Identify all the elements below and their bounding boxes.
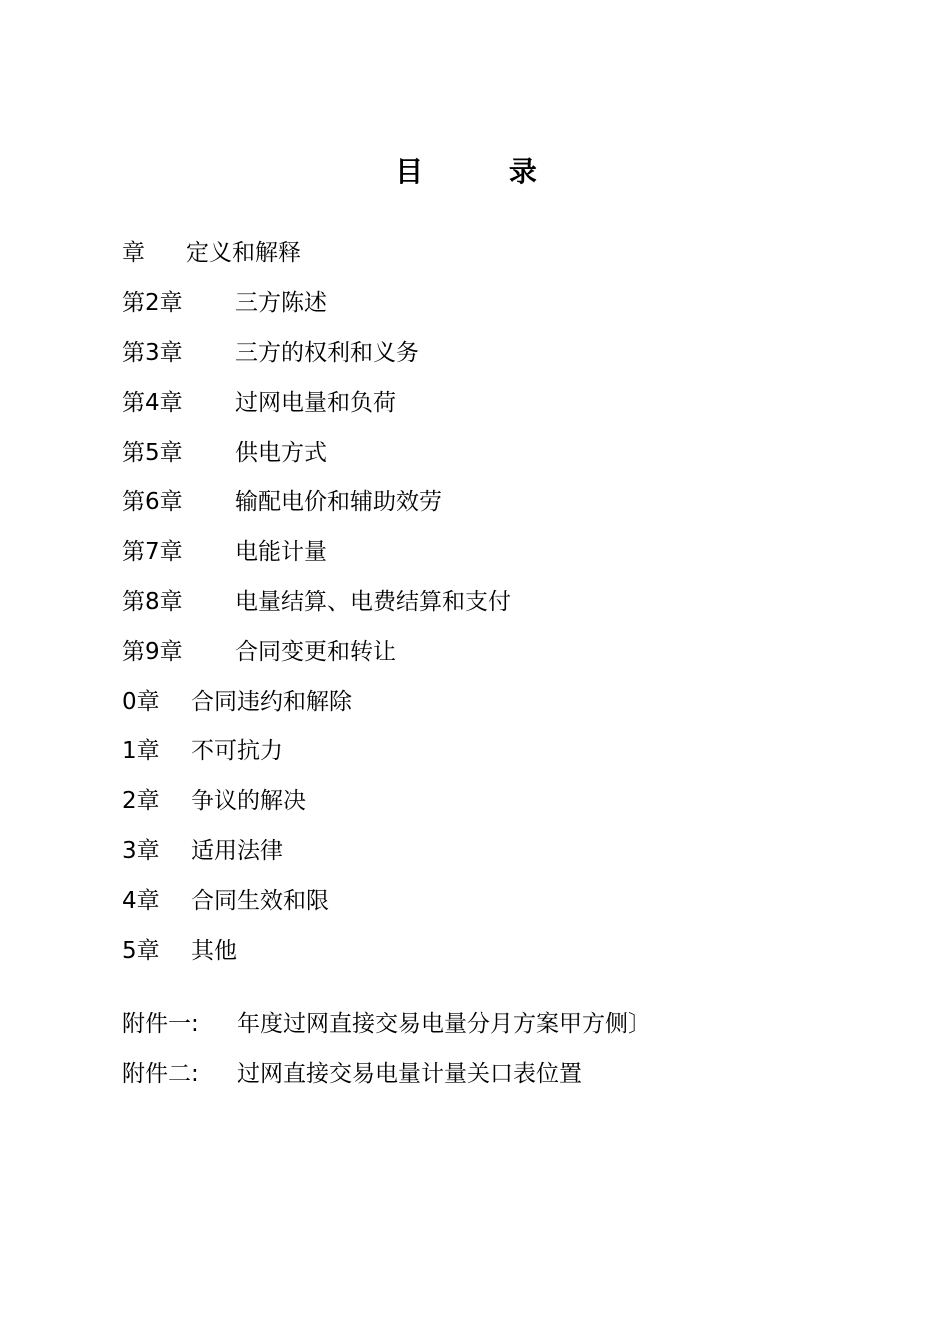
appendix-number: 附件二:	[122, 1061, 199, 1088]
chapter-title: 适用法律	[191, 837, 283, 864]
chapter-number: 2章	[122, 788, 160, 815]
chapter-number: 1章	[122, 738, 160, 765]
table-of-contents	[122, 226, 842, 1097]
toc-entry	[122, 525, 842, 575]
toc-entry	[122, 276, 842, 326]
chapter-number: 4章	[122, 887, 160, 914]
toc-entry	[122, 774, 842, 824]
appendix-title: 年度过网直接交易电量分月方案甲方侧〕	[237, 1011, 651, 1038]
toc-entry	[122, 575, 842, 625]
chapter-title: 三方的权利和义务	[235, 339, 419, 366]
chapter-number: 3章	[122, 837, 160, 864]
appendix-entry	[122, 1047, 842, 1097]
chapter-title: 供电方式	[235, 439, 327, 466]
chapter-title: 合同生效和限	[191, 887, 329, 914]
chapter-number: 第4章	[122, 389, 183, 416]
chapter-title: 三方陈述	[235, 290, 327, 317]
chapter-title: 电量结算、电费结算和支付	[235, 588, 511, 615]
chapter-number: 第6章	[122, 489, 183, 516]
toc-entry	[122, 425, 842, 475]
chapter-number: 第3章	[122, 339, 183, 366]
chapter-title: 争议的解决	[191, 788, 306, 815]
toc-entry	[122, 674, 842, 724]
chapter-title: 定义和解释	[186, 240, 301, 267]
chapter-title: 输配电价和辅助效劳	[235, 489, 442, 516]
chapter-number: 5章	[122, 937, 160, 964]
toc-entry	[122, 824, 842, 874]
chapter-title: 电能计量	[235, 539, 327, 566]
chapter-number: 0章	[122, 688, 160, 715]
toc-entry	[122, 375, 842, 425]
chapter-number: 第2章	[122, 290, 183, 317]
chapter-title: 其他	[191, 937, 237, 964]
chapter-title: 合同变更和转让	[235, 638, 396, 665]
appendix-number: 附件一:	[122, 1011, 199, 1038]
chapter-number: 第9章	[122, 638, 183, 665]
toc-entry	[122, 923, 842, 973]
chapter-number: 第5章	[122, 439, 183, 466]
appendix-title: 过网直接交易电量计量关口表位置	[237, 1061, 582, 1088]
toc-entry	[122, 724, 842, 774]
toc-entry	[122, 475, 842, 525]
appendix-entry	[122, 997, 842, 1047]
toc-entry	[122, 326, 842, 376]
page-title: 目 录	[395, 155, 575, 188]
toc-entry	[122, 624, 842, 674]
toc-entry	[122, 873, 842, 923]
section-spacer	[122, 973, 842, 997]
chapter-title: 不可抗力	[191, 738, 283, 765]
chapter-number: 第7章	[122, 539, 183, 566]
toc-entry	[122, 226, 842, 276]
chapter-title: 合同违约和解除	[191, 688, 352, 715]
chapter-number: 第8章	[122, 588, 183, 615]
chapter-title: 过网电量和负荷	[235, 389, 396, 416]
chapter-number: 章	[122, 240, 145, 267]
